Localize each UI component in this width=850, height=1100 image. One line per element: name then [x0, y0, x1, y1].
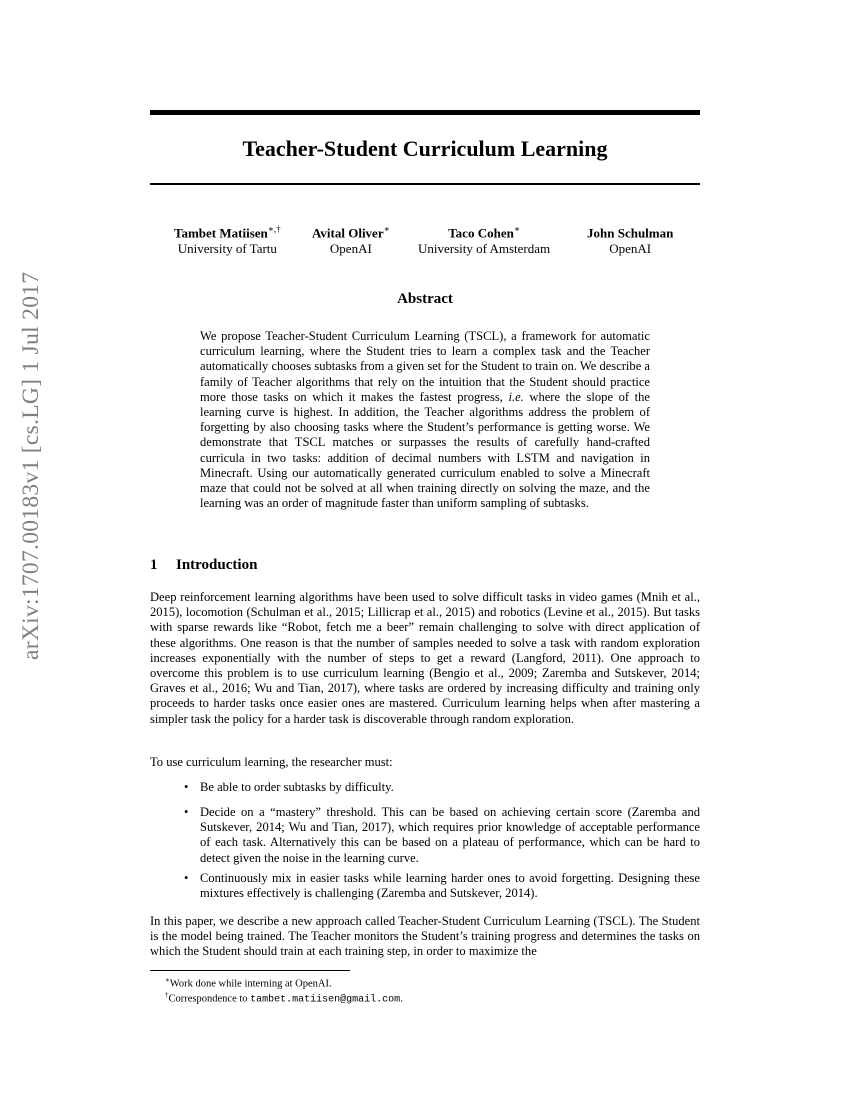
- title-bottom-rule: [150, 183, 700, 185]
- title-top-rule: [150, 110, 700, 115]
- list-item: • Be able to order subtasks by difficulty.: [184, 780, 394, 794]
- author-name: Tambet Matiisen: [174, 225, 268, 241]
- bullet-icon: •: [184, 805, 189, 819]
- footnote-rule: [150, 970, 350, 971]
- intro-paragraph: In this paper, we describe a new approach called Teacher-Student Curriculum Learning (TSCL). The Student is the model being trained. The Teacher monitors the Student’s training progress and determines the tasks on which the Student should train at each training step, in order to maximize the: [150, 914, 700, 959]
- section-heading: [150, 557, 257, 574]
- author-affiliation: University of Tartu: [177, 241, 277, 257]
- list-item: • Continuously mix in easier tasks while learning harder ones to avoid forgetting. Designing these mixtures effectively is challenging (Zaremba and Sutskever, 2014).: [184, 871, 700, 901]
- author-name: Avital Oliver: [312, 225, 384, 241]
- footnote: ∗Work done while interning at OpenAI.: [165, 976, 332, 990]
- bullet-icon: •: [184, 780, 189, 794]
- author-affiliation: OpenAI: [329, 241, 372, 257]
- intro-paragraph: Deep reinforcement learning algorithms have been used to solve difficult tasks in video games (Mnih et al., 2015), locomotion (Schulman et al., 2015; Lillicrap et al., 2015) and robotics (Levine et al., 2015). But tasks with sparse rewards like “Robot, fetch me a beer” remain challenging to solve with direct application of these algorithms. One reason is that the number of samples needed to solve a task with random exploration increases exponentially with the number of steps to get a reward (Langford, 2011). One approach to overcome this problem is to use curriculum learning (Bengio et al., 2009; Zaremba and Sutskever, 2014; Graves et al., 2016; Wu and Tian, 2017), where tasks are ordered by increasing difficulty and training only proceeds to harder tasks once easier ones are mastered. Curriculum learning helps when after mastering a simpler task the policy for a harder task is discoverable through random exploration.: [150, 590, 700, 726]
- arxiv-identifier: arXiv:1707.00183v1 [cs.LG] 1 Jul 2017: [18, 271, 44, 660]
- section-title: Introduction: [176, 557, 258, 573]
- author-affiliation: OpenAI: [609, 241, 652, 257]
- footnote: †Correspondence to tambet.matiisen@gmail.com.: [165, 991, 403, 1006]
- author-name: John Schulman: [587, 225, 674, 241]
- author-mark: ∗: [513, 224, 520, 234]
- author-block: [312, 221, 390, 257]
- author-mark: ∗,†: [267, 224, 281, 234]
- author-block: [587, 221, 673, 257]
- author-affiliation: University of Amsterdam: [418, 241, 551, 257]
- section-number: 1: [150, 557, 158, 573]
- email-link[interactable]: tambet.matiisen@gmail.com: [250, 994, 401, 1006]
- author-block: [418, 221, 550, 257]
- author-mark: ∗: [383, 224, 390, 234]
- author-block: [174, 221, 281, 257]
- paper-title: Teacher-Student Curriculum Learning: [242, 136, 608, 161]
- abstract-heading: Abstract: [397, 291, 453, 307]
- author-name: Taco Cohen: [448, 225, 514, 241]
- list-item: • Decide on a “mastery” threshold. This can be based on achieving certain score (Zaremba and Sutskever, 2014; Wu and Tian, 2017), which requires prior knowledge of acceptable performance of each task. Alternatively this can be based on a plateau of performance, which can be hard to detect given the noise in the learning curve.: [184, 805, 700, 865]
- abstract-text: We propose Teacher-Student Curriculum Learning (TSCL), a framework for automatic curriculum learning, where the Student tries to learn a complex task and the Teacher automatically chooses subtasks from a given set for the Student to train on. We describe a family of Teacher algorithms that rely on the intuition that the Student should practice more those tasks on which it makes the fastest progress, i.e. where the slope of the learning curve is highest. In addition, the Teacher algorithms address the problem of forgetting by also choosing tasks where the Student’s performance is getting worse. We demonstrate that TSCL matches or surpasses the results of carefully hand-crafted curricula in two tasks: addition of decimal numbers with LSTM and navigation in Minecraft. Using our automatically generated curriculum enabled to solve a Minecraft maze that could not be solved at all when training directly on solving the maze, and the learning was an order of magnitude faster than uniform sampling of subtasks.: [200, 329, 650, 511]
- bullet-icon: •: [184, 871, 189, 885]
- intro-paragraph: To use curriculum learning, the researcher must:: [150, 755, 393, 769]
